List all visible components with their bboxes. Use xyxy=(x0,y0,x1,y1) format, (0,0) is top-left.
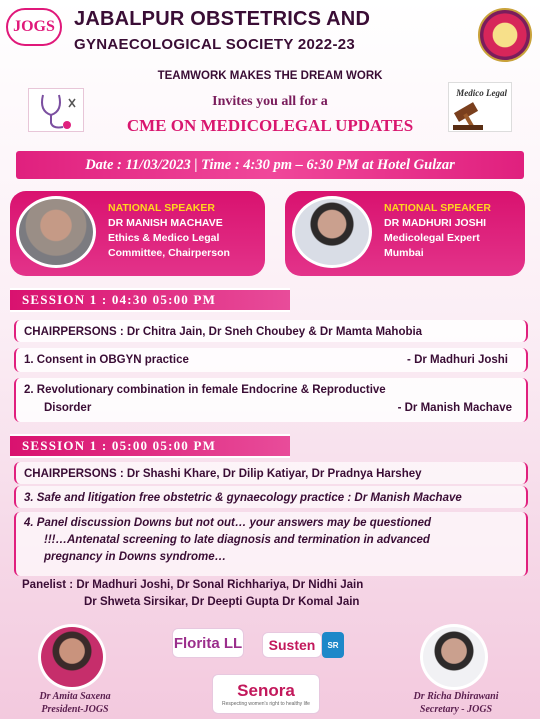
society-title-line2: GYNAECOLOGICAL SOCIETY 2022-23 xyxy=(74,36,356,53)
speaker-desc: Mumbai xyxy=(384,247,424,259)
sponsor-susten-badge: SR xyxy=(322,632,344,658)
president-signature xyxy=(20,690,130,716)
session-item-1 xyxy=(14,348,528,372)
session-1-chairpersons: CHAIRPERSONS : Dr Chitra Jain, Dr Sneh Choubey & Dr Mamta Mahobia xyxy=(14,320,528,342)
sponsor-senora-tagline: Respecting women's right to healthy life xyxy=(222,701,310,707)
session-item-text: !!!…Antenatal screening to late diagnosis and termination in advanced xyxy=(44,534,430,546)
speaker-desc: Ethics & Medico Legal xyxy=(108,232,220,244)
session-item-speaker: - Dr Madhuri Joshi xyxy=(407,354,508,366)
session-2-title: SESSION 1 : 05:00 05:00 PM xyxy=(10,434,290,458)
session-item-text: Disorder xyxy=(44,402,92,414)
secretary-photo xyxy=(420,624,488,690)
president-photo xyxy=(38,624,106,690)
secretary-role: Secretary - JOGS xyxy=(419,704,493,715)
speaker-name: DR MANISH MACHAVE xyxy=(108,217,223,229)
secretary-signature xyxy=(398,690,514,716)
session-item-text: pregnancy in Downs syndrome… xyxy=(44,551,227,563)
panelist-line: Panelist : Dr Madhuri Joshi, Dr Sonal Richhariya, Dr Nidhi Jain xyxy=(22,579,364,591)
session-2-chairpersons: CHAIRPERSONS : Dr Shashi Khare, Dr Dilip Katiyar, Dr Pradnya Harshey xyxy=(14,462,528,484)
medico-legal-gavel-icon xyxy=(448,82,512,132)
session-item-text: 4. Panel discussion Downs but not out… your answers may be questioned xyxy=(24,517,432,529)
speaker-info-1 xyxy=(108,201,262,261)
session-item-3: 3. Safe and litigation free obstetric & gynaecology practice : Dr Manish Machave xyxy=(14,486,528,508)
session-item-text: 1. Consent in OBGYN practice xyxy=(24,354,189,366)
session-1-title: SESSION 1 : 04:30 05:00 PM xyxy=(10,288,290,312)
session-item-4 xyxy=(14,512,528,576)
president-role: President-JOGS xyxy=(41,704,109,715)
date-time-venue-bar: Date : 11/03/2023 | Time : 4:30 pm – 6:30 PM at Hotel Gulzar xyxy=(16,151,524,179)
secretary-name: Dr Richa Dhirawani xyxy=(413,691,499,702)
society-title-line1: JABALPUR OBSTETRICS AND xyxy=(74,8,371,30)
session-item-speaker: - Dr Manish Machave xyxy=(397,402,512,414)
panelist-line: Dr Shweta Sirsikar, Dr Deepti Gupta Dr Komal Jain xyxy=(84,596,360,608)
speaker-label: NATIONAL SPEAKER xyxy=(384,202,491,214)
speaker-desc: Medicolegal Expert xyxy=(384,232,480,244)
medico-legal-logo-text: Medico Legal xyxy=(456,88,507,98)
speaker-info-2 xyxy=(384,201,524,261)
sponsor-susten-logo: Susten xyxy=(262,632,322,658)
invite-text: Invites you all for a xyxy=(212,94,328,109)
speaker-photo-1 xyxy=(16,196,96,268)
speaker-photo-2 xyxy=(292,196,372,268)
session-item-2 xyxy=(14,378,528,422)
panelists xyxy=(14,574,528,614)
president-name: Dr Amita Saxena xyxy=(39,691,111,702)
society-seal-logo xyxy=(478,8,532,62)
sponsor-senora-name: Senora xyxy=(237,681,295,700)
session-item-text: 2. Revolutionary combination in female Endocrine & Reproductive xyxy=(24,384,386,396)
jogs-logo: JOGS xyxy=(6,8,62,46)
sponsor-senora-logo xyxy=(212,674,320,714)
event-title: CME ON MEDICOLEGAL UPDATES xyxy=(126,116,414,135)
tagline: TEAMWORK MAKES THE DREAM WORK xyxy=(157,70,383,82)
sponsor-florita-logo: Florita LL xyxy=(172,628,244,658)
speaker-name: DR MADHURI JOSHI xyxy=(384,217,487,229)
speaker-desc: Committee, Chairperson xyxy=(108,247,230,259)
speaker-label: NATIONAL SPEAKER xyxy=(108,202,215,214)
